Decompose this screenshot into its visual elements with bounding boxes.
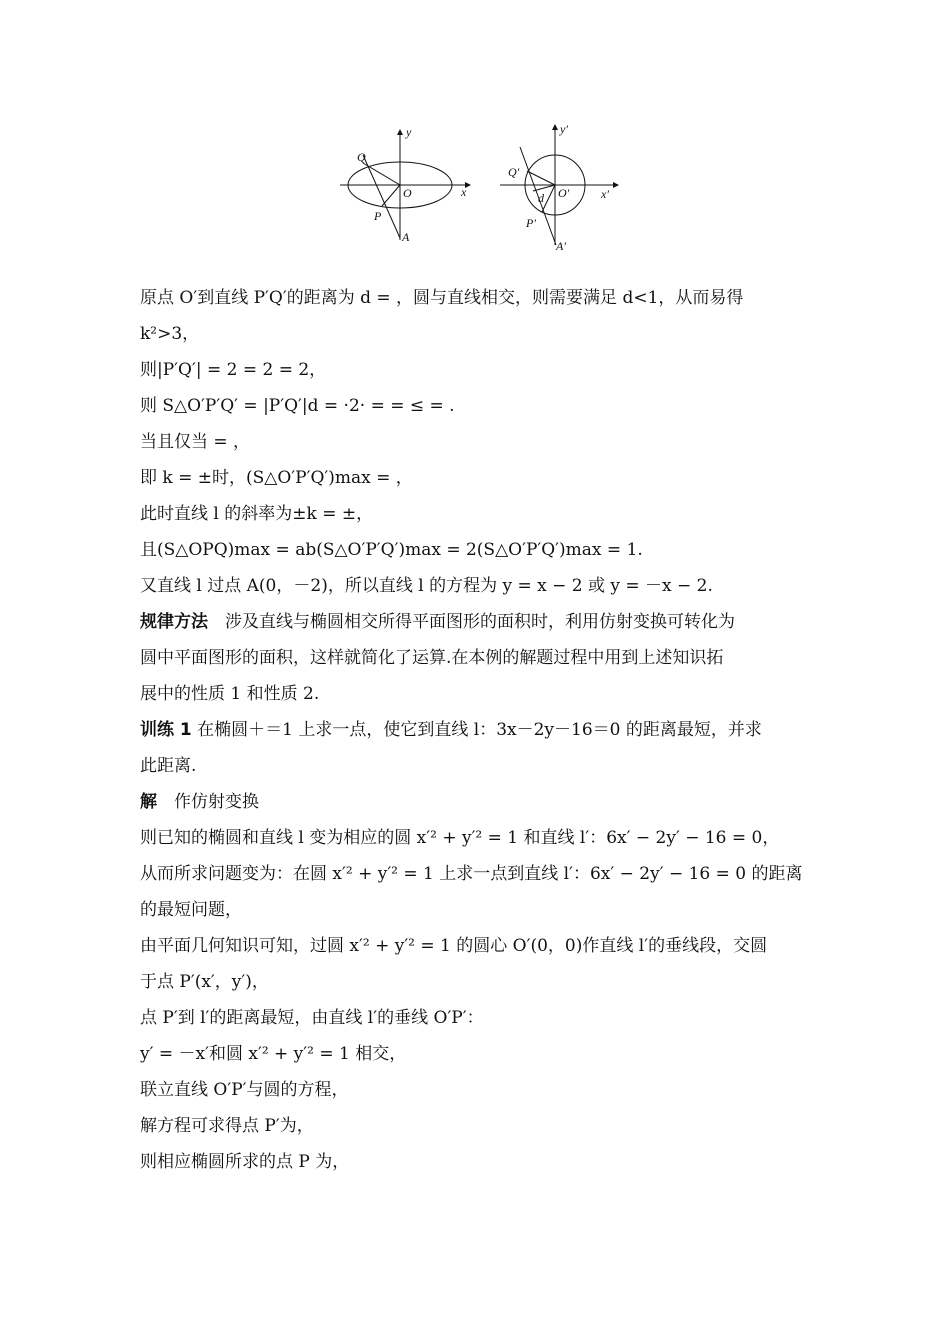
text-line: 原点 O′到直线 P′Q′的距离为 d = ，圆与直线相交，则需要满足 d<1，从而易得: [140, 288, 744, 308]
text-line: 又直线 l 过点 A(0，－2)，所以直线 l 的方程为 y = x − 2 或 y = －x − 2.: [140, 576, 713, 596]
label-y: y: [406, 125, 412, 139]
label-o: O: [403, 186, 412, 200]
line-l: [363, 155, 400, 238]
text-line: 展中的性质 1 和性质 2.: [140, 684, 320, 704]
solution-label: 解: [140, 792, 157, 812]
text-line: 且(S△OPQ)max = ab(S△O′P′Q′)max = 2(S△O′P′Q′)max = 1.: [140, 540, 643, 560]
label-a: A: [402, 230, 410, 244]
text-line: 即 k = ±时，(S△O′P′Q′)max = ，: [140, 468, 413, 488]
text-line: 圆中平面图形的面积，这样就简化了运算.在本例的解题过程中用到上述知识拓: [140, 648, 724, 668]
text-line: 则已知的椭圆和直线 l 变为相应的圆 x′² + y′² = 1 和直线 l′：6x′ − 2y′ − 16 = 0，: [140, 828, 780, 848]
method-line: [140, 604, 810, 640]
exercise-text: 在椭圆＋＝1 上求一点，使它到直线 l：3x－2y－16＝0 的距离最短，并求: [197, 720, 762, 740]
document-body: [140, 280, 810, 1180]
label-q-prime: Q′: [508, 165, 520, 179]
label-a-prime: A′: [556, 239, 566, 253]
label-y-prime: y′: [560, 122, 568, 136]
label-p-prime: P′: [526, 216, 536, 230]
text-line: 此时直线 l 的斜率为±k = ±，: [140, 504, 374, 524]
text-line: 则|P′Q′| = 2 = 2 = 2，: [140, 360, 327, 380]
affine-figure: [330, 120, 630, 260]
label-q: Q: [357, 150, 366, 164]
text-line: 由平面几何知识可知，过圆 x′² + y′² = 1 的圆心 O′(0，0)作直线 l′的垂线段，交圆: [140, 936, 768, 956]
label-x: x: [461, 185, 467, 199]
solution-text: 作仿射变换: [174, 792, 259, 812]
label-o-prime: O′: [558, 186, 570, 200]
segment-op: [382, 185, 400, 206]
circle-figure: [500, 122, 618, 253]
solution-line: [140, 784, 810, 820]
segment-oq: [363, 163, 400, 185]
text-line: 解方程可求得点 P′为，: [140, 1116, 314, 1136]
method-text: 涉及直线与椭圆相交所得平面图形的面积时，利用仿射变换可转化为: [225, 612, 735, 632]
label-x-prime: x′: [601, 187, 609, 201]
figure-area: [330, 120, 630, 260]
text-line: 此距离.: [140, 756, 197, 776]
text-line: y′ = －x′和圆 x′² + y′² = 1 相交，: [140, 1044, 407, 1064]
ellipse-figure: [340, 125, 470, 244]
text-line: 从而所求问题变为：在圆 x′² + y′² = 1 上求一点到直线 l′：6x′ − 2y′ − 16 = 0 的距离: [140, 864, 803, 884]
text-line: 的最短问题，: [140, 900, 242, 920]
text-line: 于点 P′(x′，y′)，: [140, 972, 269, 992]
text-line: 联立直线 O′P′与圆的方程，: [140, 1080, 349, 1100]
label-d: d: [538, 191, 544, 205]
text-line: 点 P′到 l′的距离最短，由直线 l′的垂线 O′P′：: [140, 1008, 484, 1028]
exercise-line: [140, 712, 810, 748]
label-p: P: [374, 209, 382, 223]
segment-d: [533, 185, 555, 191]
exercise-label: 训练 1: [140, 720, 192, 740]
method-label: 规律方法: [140, 612, 208, 632]
text-line: k²>3，: [140, 324, 200, 344]
text-line: 当且仅当 = ，: [140, 432, 251, 452]
text-line: 则 S△O′P′Q′ = |P′Q′|d = ·2· = = ≤ = .: [140, 396, 455, 416]
text-line: 则相应椭圆所求的点 P 为，: [140, 1152, 350, 1172]
